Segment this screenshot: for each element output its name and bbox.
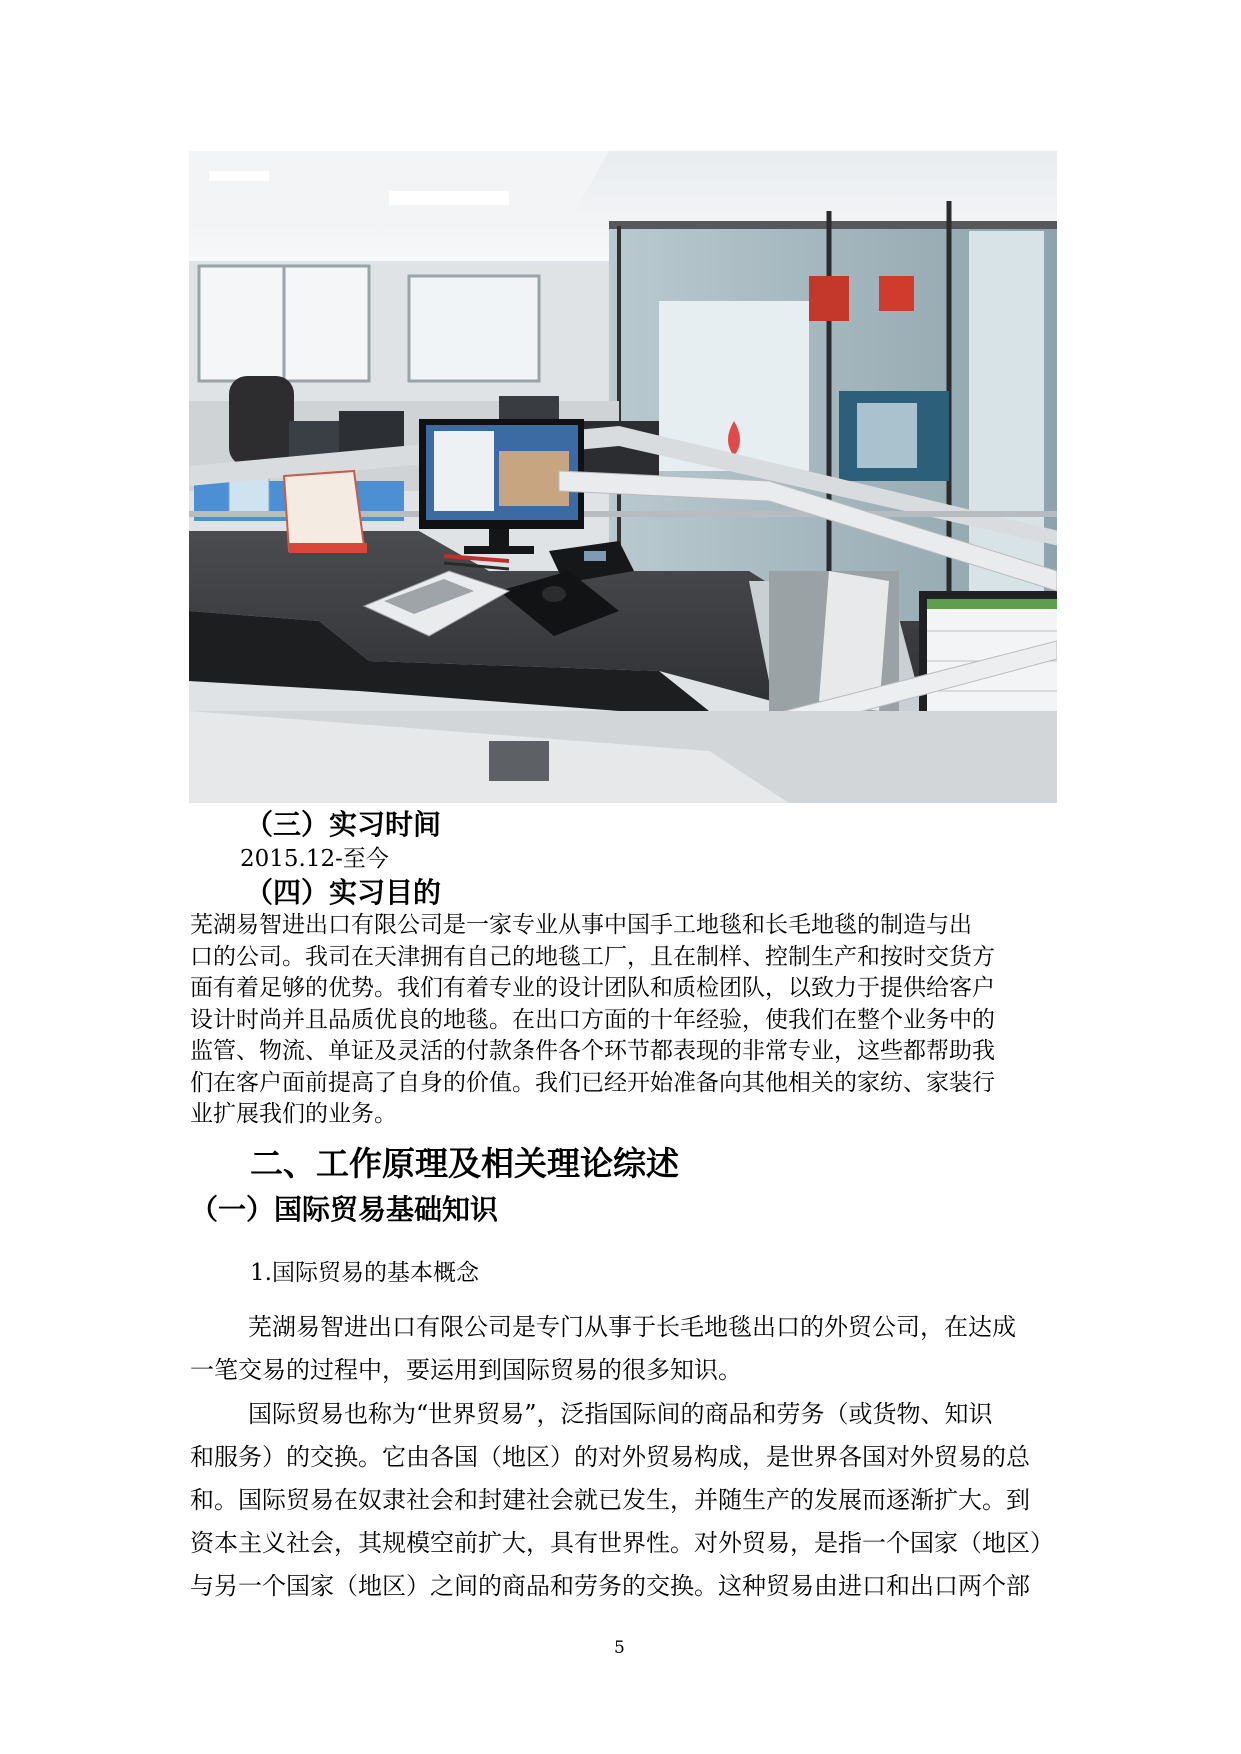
paragraph-line: 一笔交易的过程中，要运用到国际贸易的很多知识。 — [190, 1356, 742, 1384]
subsection-one-heading: （一）国际贸易基础知识 — [190, 1193, 499, 1226]
paragraph-line: 国际贸易也称为“世界贸易”，泛指国际间的商品和劳务（或货物、知识 — [248, 1400, 993, 1428]
paragraph-line: 监管、物流、单证及灵活的付款条件各个环节都表现的非常专业，这些都帮助我 — [190, 1038, 995, 1064]
paragraph-line: 和。国际贸易在奴隶社会和封建社会就已发生，并随生产的发展而逐渐扩大。到 — [190, 1486, 1030, 1514]
paragraph-line: 口的公司。我司在天津拥有自己的地毯工厂，且在制样、控制生产和按时交货方 — [190, 943, 995, 970]
paragraph-line: 们在客户面前提高了自身的价值。我们已经开始准备向其他相关的家纺、家装行 — [190, 1069, 995, 1096]
paragraph-line: 资本主义社会，其规模空前扩大，具有世界性。对外贸易，是指一个国家（地区） — [190, 1529, 1054, 1557]
paragraph-b — [190, 1393, 1060, 1608]
paragraph-line: 和服务）的交换。它由各国（地区）的对外贸易构成，是世界各国对外贸易的总 — [190, 1443, 1030, 1471]
item-one-heading: 1.国际贸易的基本概念 — [250, 1260, 479, 1286]
paragraph-a — [190, 1306, 1060, 1392]
office-photo — [189, 151, 1057, 803]
page-number: 5 — [614, 1638, 625, 1658]
paragraph-line: 面有着足够的优势。我们有着专业的设计团队和质检团队，以致力于提供给客户 — [190, 975, 995, 1001]
paragraph-line: 芜湖易智进出口有限公司是一家专业从事中国手工地毯和长毛地毯的制造与出 — [190, 912, 972, 938]
section-three-heading: （三）实习时间 — [245, 808, 442, 841]
company-intro-paragraph — [190, 910, 1060, 1131]
paragraph-line: 与另一个国家（地区）之间的商品和劳务的交换。这种贸易由进口和出口两个部 — [190, 1572, 1030, 1600]
paragraph-line: 设计时尚并且品质优良的地毯。在出口方面的十年经验，使我们在整个业务中的 — [190, 1006, 995, 1033]
chapter-two-heading: 二、工作原理及相关理论综述 — [250, 1144, 679, 1183]
paragraph-line: 芜湖易智进出口有限公司是专门从事于长毛地毯出口的外贸公司，在达成 — [248, 1313, 1016, 1341]
internship-period: 2015.12-至今 — [240, 846, 389, 872]
section-four-heading: （四）实习目的 — [245, 876, 442, 909]
paragraph-line: 业扩展我们的业务。 — [190, 1101, 397, 1127]
